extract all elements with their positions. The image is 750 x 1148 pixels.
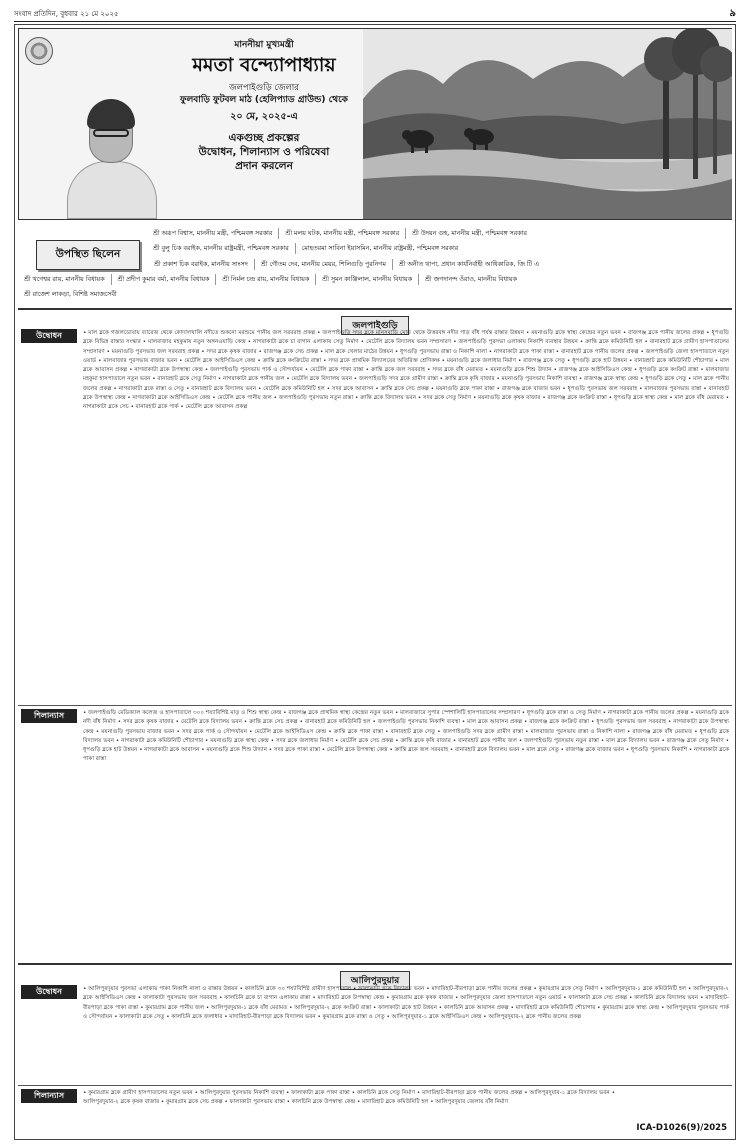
dignitary: শ্রী প্রকাশ চিক বরাইক, মাননীয় সাংসদ: [154, 259, 255, 270]
desc-line-2: উদ্বোধন, শিলান্যাস ও পরিষেবা: [198, 146, 330, 158]
landscape-photo: [363, 29, 732, 219]
banner-text: [169, 37, 359, 173]
alipurduar-foundation-list: [21, 1089, 615, 1123]
dignitary: শ্রী রাজেশ লাকড়া, বিশিষ্ট সমাজসেবী: [24, 291, 117, 298]
dignitary: শ্রী বুলু চিক বরাইক, মাননীয় রাষ্ট্রমন্ত্রী, পশ্চিমবঙ্গ সরকার: [153, 243, 296, 254]
ad-code: ICA-D1026(9)/2025: [636, 1123, 727, 1133]
desc-line-1: একগুচ্ছ প্রকল্পের: [228, 132, 300, 144]
dignitary: শ্রী সুমন কাঞ্জিলাল, মাননীয় বিধায়ক: [322, 274, 419, 285]
ad-banner: [18, 28, 732, 220]
desc-line-3: প্রদান করলেন: [235, 160, 293, 172]
event-date: ২০ মে, ২০২৫-এ: [230, 111, 298, 122]
dignitary: মোহতরমা সাবিনা ইয়াসমিন, মাননীয় রাষ্ট্রমন্ত্রী, পশ্চিমবঙ্গ সরকার: [301, 245, 459, 252]
divider: [18, 1085, 732, 1086]
dignitary-row-1: [153, 228, 728, 239]
dignitary-row-4: [24, 274, 728, 285]
dignitaries-panel: [18, 222, 732, 308]
present-label: উপস্থিত ছিলেন: [36, 240, 140, 270]
jalpaiguri-foundation-list: [21, 709, 729, 959]
project-list: • কুমারগ্রাম ব্লকে গ্রামীণ হাসপাতালের নতুন ভবন • আলিপুরদুয়ার পুরসভায় নিকাশি ব্যবস্থা • ফালাকাটা ব্লকে পাকা রাস্তা • কালচিনি ব্লকে সেতু নির্মাণ • মাদারিহাট-বীরপাড়া ব্লকে পানীয় জলের প্রকল্প • আলিপুরদুয়ার-১ ব্লকে বিদ্যালয় ভবন • আলিপুরদুয়ার-২ ব্লকে কৃষক বাজার • কুমারগ্রাম ব্লকে সেচ প্রকল্প • ফালাকাটা পুরসভায় রাস্তা • কালচিনি ব্লকে উপস্বাস্থ্য কেন্দ্র • মাদারিহাট ব্লকে কমিউনিটি হল • আলিপুরদুয়ার জেলায় বাঁধ নির্মাণ: [83, 1090, 615, 1106]
cm-name: মমতা বন্দ্যোপাধ্যায়: [192, 54, 336, 76]
chief-minister-portrait: [59, 99, 159, 219]
project-list: • আলিপুরদুয়ার পুরসভা এলাকায় পাকা নিকাশি নালা ও রাস্তার উন্নয়ন • কালচিনি ব্লকে ৩০ শয্যাবিশিষ্ট গ্রামীণ হাসপাতাল • ফালাকাটা ব্লকে বিদ্যালয় ভবন • মাদারিহাট-বীরপাড়া ব্লকে পানীয় জলের প্রকল্প • কুমারগ্রাম ব্লকে সেতু নির্মাণ • আলিপুরদুয়ার-১ ব্লকে কমিউনিটি হল • আলিপুরদুয়ার-২ ব্লকে আইসিডিএস কেন্দ্র • ফালাকাটা পুরসভায় জল সরবরাহ • কালচিনি ব্লকে চা বাগান এলাকায় রাস্তা • মাদারিহাট ব্লকে উপস্বাস্থ্য কেন্দ্র • কুমারগ্রাম ব্লকে কৃষক বাজার • আলিপুরদুয়ার জেলা হাসপাতালে নতুন ওয়ার্ড • ফালাকাটা ব্লকে সেচ প্রকল্প • কালচিনি ব্লকে বিদ্যালয় ভবন • মাদারিহাট-বীরপাড়া ব্লকে পাকা রাস্তা • কুমারগ্রাম ব্লকে পানীয় জল • আলিপুরদুয়ার-১ ব্লকে বাঁধ মেরামত • আলিপুরদুয়ার-২ ব্লকে কংক্রিট রাস্তা • ফালাকাটা ব্লকে হাট উন্নয়ন • কালচিনি ব্লকে আবাসন প্রকল্প • মাদারিহাট ব্লকে কমিউনিটি শৌচাগার • কুমারগ্রাম ব্লকে স্বাস্থ্য কেন্দ্র • আলিপুরদুয়ার পুরসভায় পার্ক ও সৌন্দর্যায়ন • ফালাকাটা ব্লকে সেতু • কালচিনি ব্লকে জলাধার • মাদারিহাট-বীরপাড়া ব্লকে বিদ্যালয় ভবন • কুমারগ্রাম ব্লকে রাস্তা ও সেতু • আলিপুরদুয়ার-১ ব্লকে আইসিডিএস কেন্দ্র • আলিপুরদুয়ার-২ ব্লকে পানীয় জলের প্রকল্প: [83, 986, 729, 1020]
government-advertisement: [14, 24, 736, 1140]
section-heading-alipurduar: আলিপুরদুয়ার: [18, 968, 732, 982]
dignitary: শ্রী প্রদীপ কুমার বর্মা, মাননীয় বিধায়ক: [118, 274, 217, 285]
dignitary: শ্রী খগেশ্বর রায়, মাননীয় বিধায়ক: [24, 274, 112, 285]
section-rule: [18, 963, 732, 965]
foundation-tag: শিলান্যাস: [21, 1089, 77, 1103]
foundation-tag: শিলান্যাস: [21, 709, 77, 723]
dignitary-row-3: [24, 259, 728, 270]
dignitary: শ্রী জগদানন্দ ওঁরাও, মাননীয় বিধায়ক: [425, 276, 517, 283]
newspaper-dateline: সংবাদ প্রতিদিন, বুধবার ২১ মে ২০২৫: [14, 10, 119, 18]
dignitary: শ্রী মলয় ঘটক, মাননীয় মন্ত্রী, পশ্চিমবঙ্গ সরকার: [285, 228, 406, 239]
government-seal-icon: [25, 37, 53, 65]
venue-line-2: ফুলবাড়ি ফুটবল মাঠ (হেলিপ্যাড গ্রাউন্ড) থেকে: [180, 95, 348, 105]
inauguration-tag: উদ্বোধন: [21, 985, 77, 999]
dignitary: শ্রী নির্মল চন্দ্র রায়, মাননীয় বিধায়ক: [222, 274, 316, 285]
venue-line-1: জলপাইগুড়ি জেলার: [229, 83, 299, 93]
section-rule: [18, 308, 732, 310]
section-heading-jalpaiguri: জলপাইগুড়ি: [18, 313, 732, 327]
dignitary: শ্রী অরূপ বিশ্বাস, মাননীয় মন্ত্রী, পশ্চিমবঙ্গ সরকার: [153, 228, 279, 239]
page-number: ৯: [729, 8, 736, 19]
page-header: [14, 8, 736, 22]
dignitary: শ্রী গৌতম দেব, মাননীয় মেয়র, শিলিগুড়ি পুরনিগম: [261, 259, 393, 270]
dignitary-row-5: [24, 289, 728, 300]
dignitary-row-2: [153, 243, 728, 254]
divider: [18, 705, 732, 706]
inauguration-tag: উদ্বোধন: [21, 329, 77, 343]
cm-title: মাননীয়া মুখ্যমন্ত্রী: [234, 40, 294, 50]
alipurduar-inauguration-list: [21, 985, 729, 1081]
project-list: • জলপাইগুড়ি মেডিক্যাল কলেজ ও হাসপাতালে ৩০০ শয্যাবিশিষ্ট মাতৃ ও শিশু স্বাস্থ্য কেন্দ্র • রাজগঞ্জ ব্লকে প্রাথমিক স্বাস্থ্য কেন্দ্রের নতুন ভবন • মালবাজারে সুপার স্পেশালিটি হাসপাতালের সম্প্রসারণ • ধূপগুড়ি ব্লকে রাস্তা ও সেতু নির্মাণ • নাগরাকাটা ব্লকে পানীয় জলের প্রকল্প • ময়নাগুড়ি ব্লকে নদী বাঁধ নির্মাণ • সদর ব্লকে কৃষক বাজার • মেটেলি ব্লকে বিদ্যালয় ভবন • ক্রান্তি ব্লকে সেচ প্রকল্প • বানারহাট ব্লকে কমিউনিটি হল • জলপাইগুড়ি পুরসভায় নিকাশি ব্যবস্থা • মাল ব্লকে আবাসন প্রকল্প • রাজগঞ্জ ব্লকে কংক্রিট রাস্তা • ধূপগুড়ি পুরসভায় জল সরবরাহ • নাগরাকাটা ব্লকে উপস্বাস্থ্য কেন্দ্র • ময়নাগুড়ি পুরসভায় বাজার ভবন • সদর ব্লকে পার্ক ও সৌন্দর্যায়ন • মেটেলি ব্লকে আইসিডিএস কেন্দ্র • ক্রান্তি ব্লকে পাকা রাস্তা • বানারহাট ব্লকে সেতু • জলপাইগুড়ি সদর ব্লকে গ্রামীণ রাস্তা • মালবাজার পুরসভায় রাস্তা ও নিকাশি নালা • রাজগঞ্জ ব্লকে বাঁধ মেরামত • ধূপগুড়ি ব্লকে বিদ্যালয় ভবন • নাগরাকাটা ব্লকে কমিউনিটি শৌচাগার • ময়নাগুড়ি ব্লকে স্বাস্থ্য কেন্দ্র • সদর ব্লকে জলাধার নির্মাণ • মেটেলি ব্লকে সেচ প্রকল্প • ক্রান্তি ব্লকে কৃষি বাজার • বানারহাট ব্লকে পানীয় জল • জলপাইগুড়ি পুরসভায় নতুন রাস্তা • মাল ব্লকে বিদ্যালয় ভবন • রাজগঞ্জ ব্লকে সেতু নির্মাণ • ধূপগুড়ি ব্লকে হাট উন্নয়ন • নাগরাকাটা ব্লকে আবাসন • ময়নাগুড়ি ব্লকে শিশু উদ্যান • সদর ব্লকে পাকা রাস্তা • মেটেলি ব্লকে উপস্বাস্থ্য কেন্দ্র • ক্রান্তি ব্লকে জল সরবরাহ • বানারহাট ব্লকে বিদ্যালয় ভবন • মাল ব্লকে সেতু • রাজগঞ্জ ব্লকে বাজার ভবন • ধূপগুড়ি পুরসভায় নিকাশি • নাগরাকাটা ব্লকে পাকা রাস্তা: [83, 710, 729, 763]
dignitary: শ্রী উদয়ন গুহ, মাননীয় মন্ত্রী, পশ্চিমবঙ্গ সরকার: [412, 230, 527, 237]
jalpaiguri-inauguration-list: [21, 329, 729, 701]
project-list: • মাল ব্লকে গজলডোবায় ব্যারেজ থেকে কোদালখালি নদীতে শুকনো মরশুমে পানীয় জল সরবরাহ প্রকল্প • জলপাইগুড়ি সদর ব্লকে মানসবাড়ি মোড় থেকে উত্তরবঙ্গ নদীর পাড় বাঁধ পর্যন্ত রাস্তার উন্নয়ন • ময়নাগুড়ি ব্লকে স্বাস্থ্য কেন্দ্রের নতুন ভবন • রাজগঞ্জ ব্লকে পানীয় জলের প্রকল্প • ধূপগুড়ি ব্লকে বিভিন্ন রাস্তার সংস্কার • মালবাজার মহকুমায় নতুন অঙ্গনওয়াড়ি কেন্দ্র • নাগরাকাটা ব্লকে চা বাগান এলাকায় সেতু নির্মাণ • মেটেলি ব্লকে বিদ্যালয় ভবন সম্প্রসারণ • জলপাইগুড়ি পুরসভা এলাকায় নিকাশি ব্যবস্থার উন্নয়ন • ক্রান্তি ব্লকে কমিউনিটি হল • বানারহাট ব্লকে গ্রামীণ হাসপাতালের সম্প্রসারণ • ময়নাগুড়ি পুরসভায় জল সরবরাহ প্রকল্প • সদর ব্লকে কৃষক বাজার • রাজগঞ্জ ব্লকে সেচ প্রকল্প • মাল ব্লকে খেলার মাঠের উন্নয়ন • ধূপগুড়ি পুরসভায় রাস্তা ও নিকাশি নালা • নাগরাকাটা ব্লকে পাকা রাস্তা • বানারহাট ব্লকে পানীয় জলের প্রকল্প • জলপাইগুড়ি জেলা হাসপাতালে নতুন ওয়ার্ড • মালবাজার পুরসভায় বাজার ভবন • মেটেলি ব্লকে আইসিডিএস কেন্দ্র • ক্রান্তি ব্লকে কংক্রিটের রাস্তা • সদর ব্লকে প্রাথমিক বিদ্যালয়ের অতিরিক্ত শ্রেণিকক্ষ • ময়নাগুড়ি ব্লকে জলাধার নির্মাণ • রাজগঞ্জ ব্লকে সেতু • ধূপগুড়ি ব্লকে হাট উন্নয়ন • বানারহাট ব্লকে কমিউনিটি শৌচাগার • মাল ব্লকে আবাসন প্রকল্প • নাগরাকাটা ব্লকে উপস্বাস্থ্য কেন্দ্র • জলপাইগুড়ি পুরসভায় পার্ক ও সৌন্দর্যায়ন • মেটেলি ব্লকে পাকা রাস্তা • ক্রান্তি ব্লকে জল সরবরাহ • সদর ব্লকে বাঁধ মেরামত • ময়নাগুড়ি ব্লকে শিশু উদ্যান • রাজগঞ্জ ব্লকে আইসিডিএস কেন্দ্র • ধূপগুড়ি ব্লকে কংক্রিট রাস্তা • মালবাজার মহকুমা হাসপাতালে নতুন ভবন • বানারহাট ব্লকে সেতু নির্মাণ • নাগরাকাটা ব্লকে পানীয় জল • মেটেলি ব্লকে বিদ্যালয় ভবন • জলপাইগুড়ি সদর ব্লকে গ্রামীণ রাস্তা • ক্রান্তি ব্লকে কৃষি বাজার • ময়নাগুড়ি পুরসভায় নিকাশি ব্যবস্থা • রাজগঞ্জ ব্লকে স্বাস্থ্য কেন্দ্র • ধূপগুড়ি ব্লকে সেতু • মাল ব্লকে পানীয় জলের প্রকল্প • নাগরাকাটা ব্লকে রাস্তা ও সেতু • বানারহাট ব্লকে বিদ্যালয় ভবন • মেটেলি ব্লকে কমিউনিটি হল • সদর ব্লকে আবাসন • ক্রান্তি ব্লকে সেচ প্রকল্প • ময়নাগুড়ি ব্লকে পাকা রাস্তা • রাজগঞ্জ ব্লকে বাজার ভবন • ধূপগুড়ি পুরসভায় জল সরবরাহ • মালবাজার পুরসভায় রাস্তা • বানারহাট ব্লকে উপস্বাস্থ্য কেন্দ্র • নাগরাকাটা ব্লকে আইসিডিএস কেন্দ্র • মেটেলি ব্লকে পানীয় জল • জলপাইগুড়ি পুরসভায় নতুন রাস্তা • ক্রান্তি ব্লকে বিদ্যালয় ভবন • সদর ব্লকে সেতু নির্মাণ • ময়নাগুড়ি ব্লকে কৃষক বাজার • রাজগঞ্জ ব্লকে কংক্রিট রাস্তা • ধূপগুড়ি ব্লকে স্বাস্থ্য কেন্দ্র • মাল ব্লকে বাঁধ মেরামত • নাগরাকাটা ব্লকে সেচ • বানারহাট ব্লকে পার্ক • মেটেলি ব্লকে আবাসন প্রকল্প: [83, 330, 729, 411]
dignitary: শ্রী অনীত থাপা, প্রধান কার্যনির্বাহী আধিকারিক, জি টি এ: [398, 261, 539, 268]
